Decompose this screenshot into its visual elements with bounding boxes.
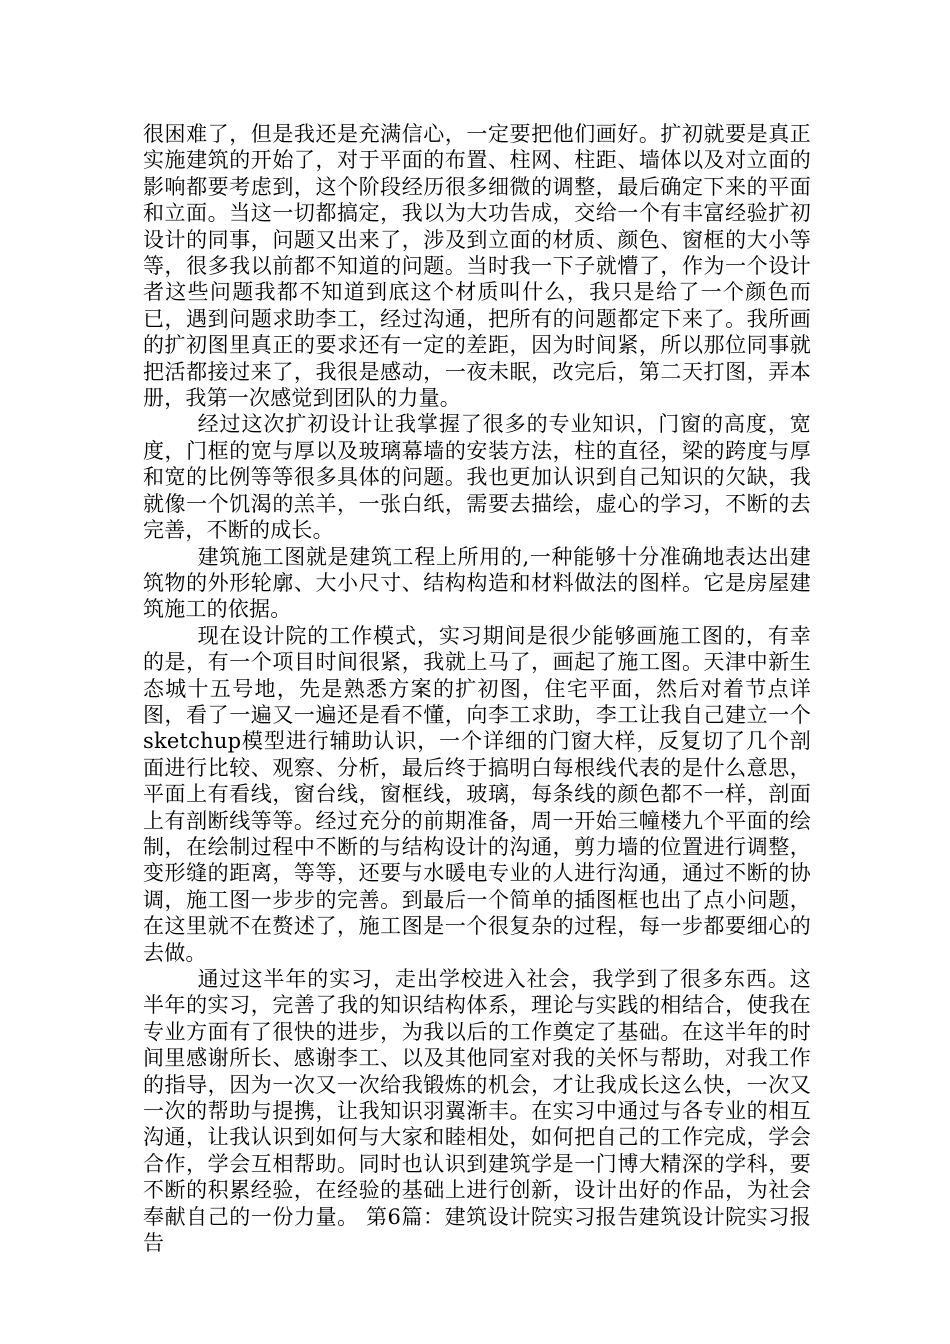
paragraph-4: 现在设计院的工作模式，实习期间是很少能够画施工图的，有幸的是，有一个项目时间很紧，我就上马了，画起了施工图。天津中新生态城十五号地，先是熟悉方案的扩初图，住宅平面，然后对着节点详图，看了一遍又一遍还是看不懂，向李工求助，李工让我自己建立一个sketchup模型进行辅助认识，一个详细的门窗大样，反复切了几个剖面进行比较、观察、分析，最后终于搞明白每根线代表的是什么意思，平面上有看线，窗台线，窗框线，玻璃，每条线的颜色都不一样，剖面上有剖断线等等。经过充分的前期准备，周一开始三幢楼九个平面的绘制，在绘制过程中不断的与结构设计的沟通，剪力墙的位置进行调整，变形缝的距离，等等，还要与水暖电专业的人进行沟通，通过不断的协调，施工图一步步的完善。到最后一个简单的插图框也出了点小问题，在这里就不在赘述了，施工图是一个很复杂的过程，每一步都要细心的去做。: [143, 623, 811, 965]
paragraph-1: 很困难了，但是我还是充满信心，一定要把他们画好。扩初就要是真正实施建筑的开始了，对于平面的布置、柱网、柱距、墙体以及对立面的影响都要考虑到，这个阶段经历很多细微的调整，最后确定下来的平面和立面。当这一切都搞定，我以为大功告成，交给一个有丰富经验扩初设计的同事，问题又出来了，涉及到立面的材质、颜色、窗框的大小等等，很多我以前都不知道的问题。当时我一下子就懵了，作为一个设计者这些问题我都不知道到底这个材质叫什么，我只是给了一个颜色而已，遇到问题求助李工，经过沟通，把所有的问题都定下来了。我所画的扩初图里真正的要求还有一定的差距，因为时间紧，所以那位同事就把活都接过来了，我很是感动，一夜未眠，改完后，第二天打图，弄本册，我第一次感觉到团队的力量。: [143, 122, 811, 411]
paragraph-5: 通过这半年的实习，走出学校进入社会，我学到了很多东西。这半年的实习，完善了我的知识结构体系，理论与实践的相结合，使我在专业方面有了很快的进步，为我以后的工作奠定了基础。在这半年的时间里感谢所长、感谢李工、以及其他同室对我的关怀与帮助，对我工作的指导，因为一次又一次给我锻炼的机会，才让我成长这么快，一次又一次的帮助与提携，让我知识羽翼渐丰。在实习中通过与各专业的相互沟通，让我认识到如何与大家和睦相处，如何把自己的工作完成，学会合作，学会互相帮助。同时也认识到建筑学是一门博大精深的学科，要不断的积累经验，在经验的基础上进行创新，设计出好的作品，为社会奉献自己的一份力量。 第6篇：建筑设计院实习报告建筑设计院实习报告: [143, 967, 811, 1256]
document-body: [143, 121, 811, 1256]
paragraph-3: 建筑施工图就是建筑工程上所用的,一种能够十分准确地表达出建筑物的外形轮廓、大小尺寸、结构构造和材料做法的图样。它是房屋建筑施工的依据。: [143, 544, 811, 622]
paragraph-2: 经过这次扩初设计让我掌握了很多的专业知识，门窗的高度，宽度，门框的宽与厚以及玻璃幕墙的安装方法，柱的直径，梁的跨度与厚和宽的比例等等很多具体的问题。我也更加认识到自己知识的欠缺，我就像一个饥渴的羔羊，一张白纸，需要去描绘，虚心的学习，不断的去完善，不断的成长。: [143, 412, 811, 543]
